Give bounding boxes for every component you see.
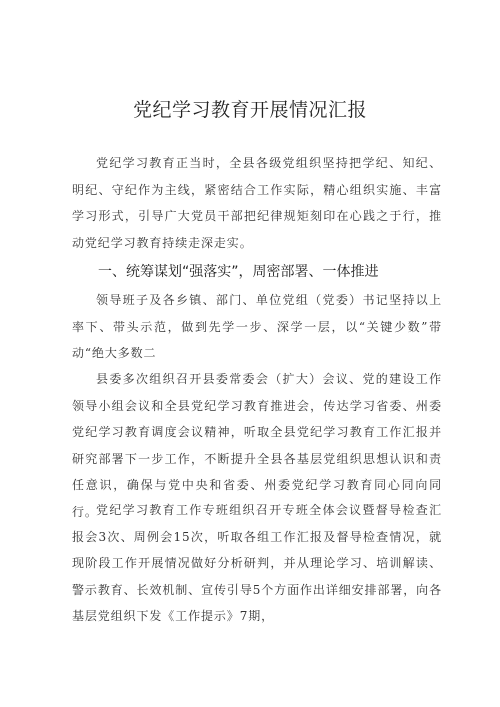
section-heading: 一、统筹谋划“强落实”，周密部署、一体推进 <box>98 264 379 280</box>
body-paragraph-1: 领导班子及各乡镇、部门、单位党组（党委）书记坚持以上率下、带头示范，做到先学一步、深学一层，以“关键少数”带动“绝大多数二 <box>72 293 442 360</box>
document-title: 党纪学习教育开展情况汇报 <box>132 99 367 121</box>
intro-paragraph: 党纪学习教育正当时，全县各级党组织坚持把学纪、知纪、明纪、守纪作为主线，紧密结合工作实际，精心组织实施、丰富学习形式，引导广大党员干部把纪律规矩刻印在心践之于行，推动党纪学习教育持续走深走实。 <box>72 156 442 250</box>
body-paragraph-2: 县委多次组织召开县委常委会（扩大）会议、党的建设工作领导小组会议和全县党纪学习教育推进会，传达学习省委、州委党纪学习教育调度会议精神，听取全县党纪学习教育工作汇报并研究部署下一步工作，不断提升全县各基层党组织思想认识和责任意识，确保与党中央和省委、州委党纪学习教育同心同向同行。 <box>72 372 442 519</box>
body-paragraph-3: 党纪学习教育工作专班组织召开专班全体会议暨督导检查汇报会3次、周例会15次，听取各组工作汇报及督导检查情况，就现阶段工作开展情况做好分析研判，并从理论学习、培训解读、警示教育、长效机制、宣传引导5个方面作出详细安排部署，向各基层党组织下发《工作提示》7期， <box>72 503 442 623</box>
